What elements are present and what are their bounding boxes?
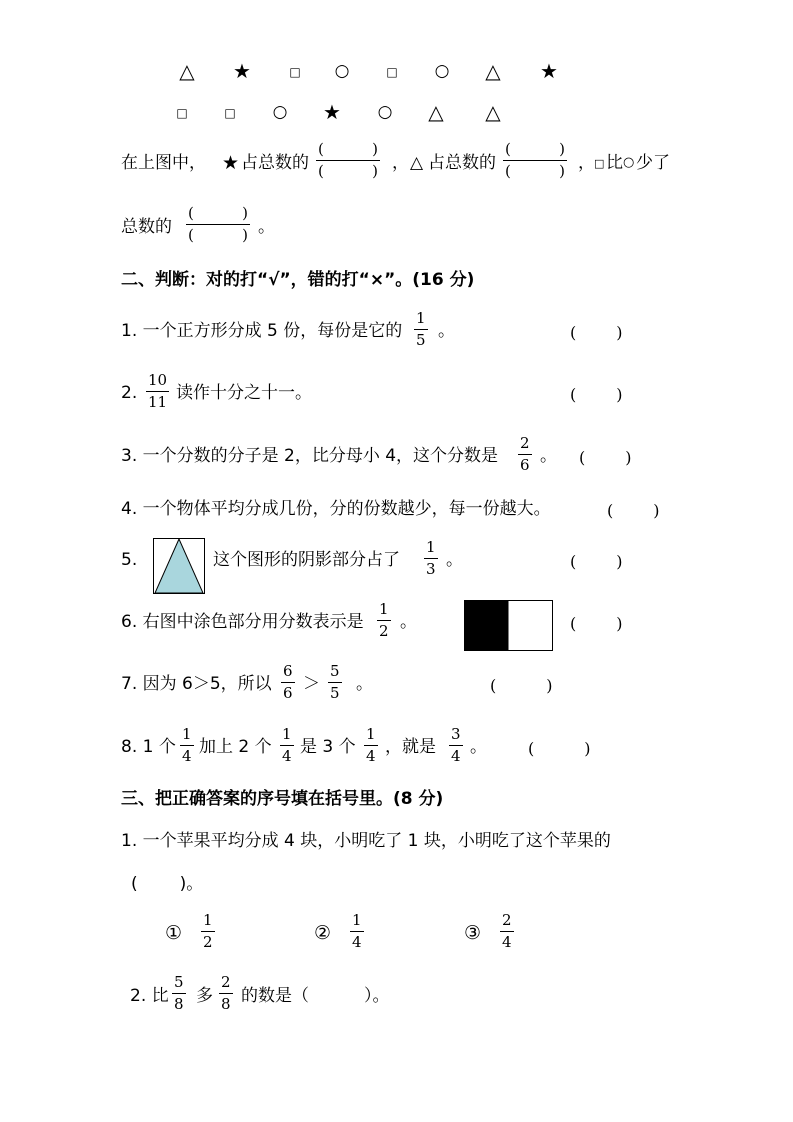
answer-paren-4[interactable]: ( ) (607, 501, 660, 520)
circle-icon: ○ (334, 61, 350, 81)
option-fraction-3: 2 4 (502, 911, 512, 951)
blank-fraction-1[interactable]: ( ) ( ) (318, 140, 378, 180)
item-6-end: 。 (400, 612, 417, 632)
intro-end: 。 (258, 217, 275, 237)
option-label-2[interactable]: ② (314, 922, 332, 944)
square-icon: □ (176, 106, 188, 120)
s3-q2-prefix: 2. 比 (130, 986, 169, 1006)
option-label-3[interactable]: ③ (464, 922, 482, 944)
item-5-num: 5. (121, 550, 138, 570)
star-symbol: ★ (222, 152, 240, 174)
answer-paren-3[interactable]: ( ) (579, 448, 632, 467)
item-8-fraction-1: 1 4 (182, 725, 192, 765)
intro-comma-2: ， (578, 153, 595, 173)
item-1-text: 1. 一个正方形分成 5 份，每份是它的 (121, 321, 403, 341)
star-icon: ★ (233, 59, 251, 83)
triangle-icon: △ (485, 59, 501, 83)
square-icon: □ (289, 65, 301, 79)
triangle-shaded-figure (153, 538, 205, 594)
section-3-heading: 三、把正确答案的序号填在括号里。(8 分) (121, 789, 444, 809)
item-2-fraction: 10 11 (148, 371, 168, 411)
s3-q2-suffix: 的数是（ (241, 986, 309, 1006)
item-7-text: 7. 因为 6＞5，所以 (121, 674, 272, 694)
s3-q2-fraction-a: 5 8 (174, 973, 184, 1013)
half-shaded-rectangle (464, 600, 553, 651)
star-icon: ★ (323, 100, 341, 124)
item-8-end: 。 (470, 737, 487, 757)
answer-paren-7[interactable]: ( ) (490, 676, 553, 695)
item-8-fraction-4: 3 4 (451, 725, 461, 765)
intro-text-1: 在上图中， (121, 153, 206, 173)
item-6-text: 6. 右图中涂色部分用分数表示是 (121, 612, 364, 632)
answer-paren-2[interactable]: ( ) (570, 385, 623, 404)
square-icon: □ (386, 65, 398, 79)
item-2-text: 读作十分之十一。 (176, 383, 312, 403)
square-icon: □ (224, 106, 236, 120)
item-8-fraction-2: 1 4 (282, 725, 292, 765)
answer-paren-5[interactable]: ( ) (570, 552, 623, 571)
item-3-fraction: 2 6 (520, 434, 530, 474)
intro-comma-1: ， (392, 153, 409, 173)
item-8-text-4: ，就是 (385, 737, 436, 757)
item-1-fraction: 1 5 (416, 309, 426, 349)
intro-line-2: 总数的 (121, 217, 172, 237)
intro-text-2: 占总数的 (241, 153, 309, 173)
intro-text-3: 占总数的 (428, 153, 496, 173)
item-8-fraction-3: 1 4 (366, 725, 376, 765)
s3-q1-answer-paren[interactable]: ( )。 (131, 874, 204, 894)
item-5-fraction: 1 3 (426, 538, 436, 578)
star-icon: ★ (540, 59, 558, 83)
item-7-fraction-a: 6 6 (283, 662, 293, 702)
intro-shao: 少了 (636, 153, 670, 173)
blank-fraction-2[interactable]: ( ) ( ) (505, 140, 565, 180)
triangle-icon: △ (428, 100, 444, 124)
circle-icon: ○ (434, 61, 450, 81)
item-7-end: 。 (356, 674, 373, 694)
triangle-icon: △ (179, 59, 195, 83)
item-8-text-1: 8. 1 个 (121, 737, 176, 757)
circle-symbol: ○ (623, 155, 635, 170)
s3-q1-text: 1. 一个苹果平均分成 4 块，小明吃了 1 块，小明吃了这个苹果的 (121, 831, 611, 851)
square-symbol: □ (594, 157, 605, 170)
blank-fraction-3[interactable]: ( ) ( ) (188, 204, 248, 244)
s3-q2-fraction-b: 2 8 (221, 973, 231, 1013)
circle-icon: ○ (272, 102, 288, 122)
option-label-1[interactable]: ① (165, 922, 183, 944)
option-fraction-1: 1 2 (203, 911, 213, 951)
section-2-heading: 二、判断：对的打“√”，错的打“×”。(16 分) (121, 270, 475, 290)
s3-q2-answer-blank[interactable] (318, 988, 364, 1006)
item-7-gt: ＞ (303, 674, 320, 694)
answer-paren-1[interactable]: ( ) (570, 323, 623, 342)
item-7-fraction-b: 5 5 (330, 662, 340, 702)
triangle-icon: △ (485, 100, 501, 124)
item-5-end: 。 (446, 550, 463, 570)
triangle-symbol: △ (410, 153, 424, 173)
item-1-end: 。 (438, 321, 455, 341)
item-5-text: 这个图形的阴影部分占了 (213, 550, 400, 570)
answer-paren-6[interactable]: ( ) (570, 614, 623, 633)
option-fraction-2: 1 4 (352, 911, 362, 951)
item-4-text: 4. 一个物体平均分成几份，分的份数越少，每一份越大。 (121, 499, 551, 519)
item-3-text: 3. 一个分数的分子是 2，比分母小 4，这个分数是 (121, 446, 499, 466)
item-3-end: 。 (540, 446, 557, 466)
intro-bi: 比 (606, 153, 623, 173)
item-2-num: 2. (121, 383, 138, 403)
circle-icon: ○ (377, 102, 393, 122)
s3-q2-close: ）。 (364, 986, 390, 1006)
item-8-text-2: 加上 2 个 (199, 737, 272, 757)
answer-paren-8[interactable]: ( ) (528, 739, 591, 758)
item-6-fraction: 1 2 (379, 600, 389, 640)
item-8-text-3: 是 3 个 (300, 737, 356, 757)
s3-q2-mid: 多 (196, 986, 213, 1006)
